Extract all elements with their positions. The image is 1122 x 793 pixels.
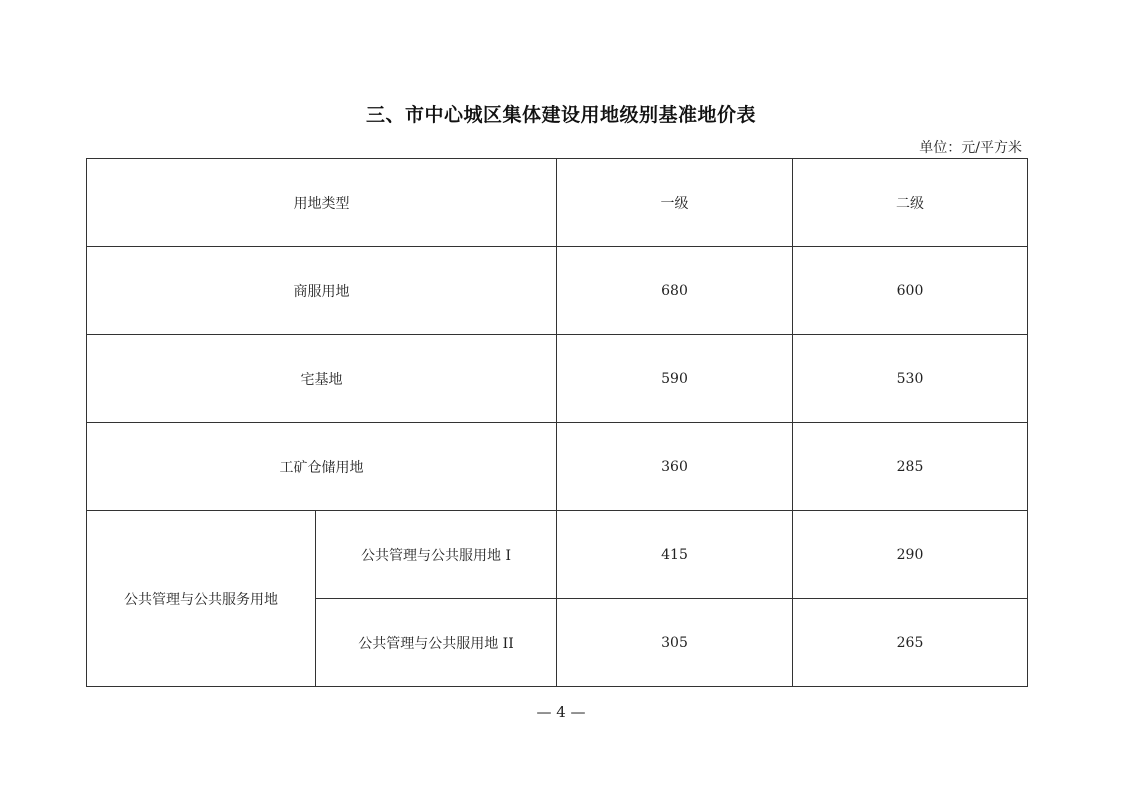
table-row	[87, 247, 1028, 335]
unit-label: 单位：元/平方米	[919, 140, 1022, 156]
page-number: — 4 —	[536, 703, 586, 721]
row-level-1-price: 680	[557, 247, 793, 335]
row-level-2-price: 530	[793, 335, 1028, 423]
row-level-2-price: 285	[793, 423, 1028, 511]
table-row	[87, 423, 1028, 511]
subrow-land-type: 公共管理与公共服用地 I	[316, 511, 557, 599]
table-header-row	[87, 159, 1028, 247]
row-level-1-price: 590	[557, 335, 793, 423]
table-row	[87, 335, 1028, 423]
row-land-type: 商服用地	[87, 247, 557, 335]
group-land-type: 公共管理与公共服务用地	[87, 511, 316, 687]
subrow-level-1-price: 305	[557, 599, 793, 687]
header-level-2: 二级	[793, 159, 1028, 247]
row-land-type: 工矿仓储用地	[87, 423, 557, 511]
land-price-table	[86, 158, 1028, 687]
table-row	[87, 511, 1028, 599]
subrow-land-type: 公共管理与公共服用地 II	[316, 599, 557, 687]
subrow-level-1-price: 415	[557, 511, 793, 599]
header-land-type: 用地类型	[87, 159, 557, 247]
row-land-type: 宅基地	[87, 335, 557, 423]
row-level-2-price: 600	[793, 247, 1028, 335]
page-title: 三、市中心城区集体建设用地级别基准地价表	[365, 104, 756, 126]
row-level-1-price: 360	[557, 423, 793, 511]
subrow-level-2-price: 265	[793, 599, 1028, 687]
header-level-1: 一级	[557, 159, 793, 247]
subrow-level-2-price: 290	[793, 511, 1028, 599]
